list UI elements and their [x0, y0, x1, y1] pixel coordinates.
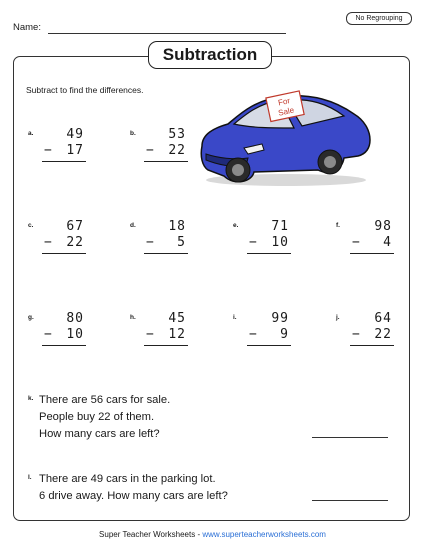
problem-h: h. 45 − 12 [130, 314, 200, 358]
problem-a: a. 49 − 17 [28, 130, 98, 174]
car-rear-hub [324, 156, 336, 168]
answer-line-l[interactable] [312, 500, 388, 501]
car-illustration [194, 84, 374, 188]
problem-f: f. 98 − 4 [336, 222, 406, 266]
no-regrouping-badge: No Regrouping [346, 12, 412, 25]
word-line: There are 49 cars in the parking lot. [39, 473, 216, 485]
name-label: Name: [13, 22, 41, 33]
problem-g: g. 80 − 10 [28, 314, 98, 358]
answer-bar[interactable] [42, 253, 86, 254]
answer-bar[interactable] [247, 345, 291, 346]
name-row [13, 22, 41, 33]
footer-brand: Super Teacher Worksheets - [99, 530, 203, 539]
word-problem-l: l. There are 49 cars in the parking lot. 6 drive away. How many cars are left? [39, 471, 228, 505]
name-line[interactable] [48, 33, 286, 34]
word-line: There are 56 cars for sale. [39, 394, 171, 406]
worksheet-title: Subtraction [148, 41, 272, 69]
sign-line-1: For [277, 96, 291, 108]
answer-bar[interactable] [144, 345, 188, 346]
problem-d: d. 18 − 5 [130, 222, 200, 266]
word-line: People buy 22 of them. [39, 411, 155, 423]
answer-bar[interactable] [350, 253, 394, 254]
word-problem-k: k. There are 56 cars for sale. People buy 22 of them. How many cars are left? [39, 392, 170, 443]
problem-e: e. 71 − 10 [233, 222, 303, 266]
answer-bar[interactable] [42, 345, 86, 346]
footer [0, 530, 425, 539]
answer-bar[interactable] [350, 345, 394, 346]
answer-bar[interactable] [144, 161, 188, 162]
instructions: Subtract to find the differences. [26, 85, 144, 95]
answer-bar[interactable] [247, 253, 291, 254]
answer-bar[interactable] [42, 161, 86, 162]
footer-url[interactable]: www.superteacherworksheets.com [202, 530, 326, 539]
problem-i: i. 99 − 9 [233, 314, 303, 358]
answer-line-k[interactable] [312, 437, 388, 438]
word-line: How many cars are left? [39, 428, 160, 440]
problem-b: b. 53 − 22 [130, 130, 200, 174]
problem-c: c. 67 − 22 [28, 222, 98, 266]
sign-line-2: Sale [277, 105, 295, 118]
word-line: 6 drive away. How many cars are left? [39, 490, 228, 502]
car-front-hub [232, 164, 244, 176]
problem-j: j. 64 − 22 [336, 314, 406, 358]
answer-bar[interactable] [144, 253, 188, 254]
